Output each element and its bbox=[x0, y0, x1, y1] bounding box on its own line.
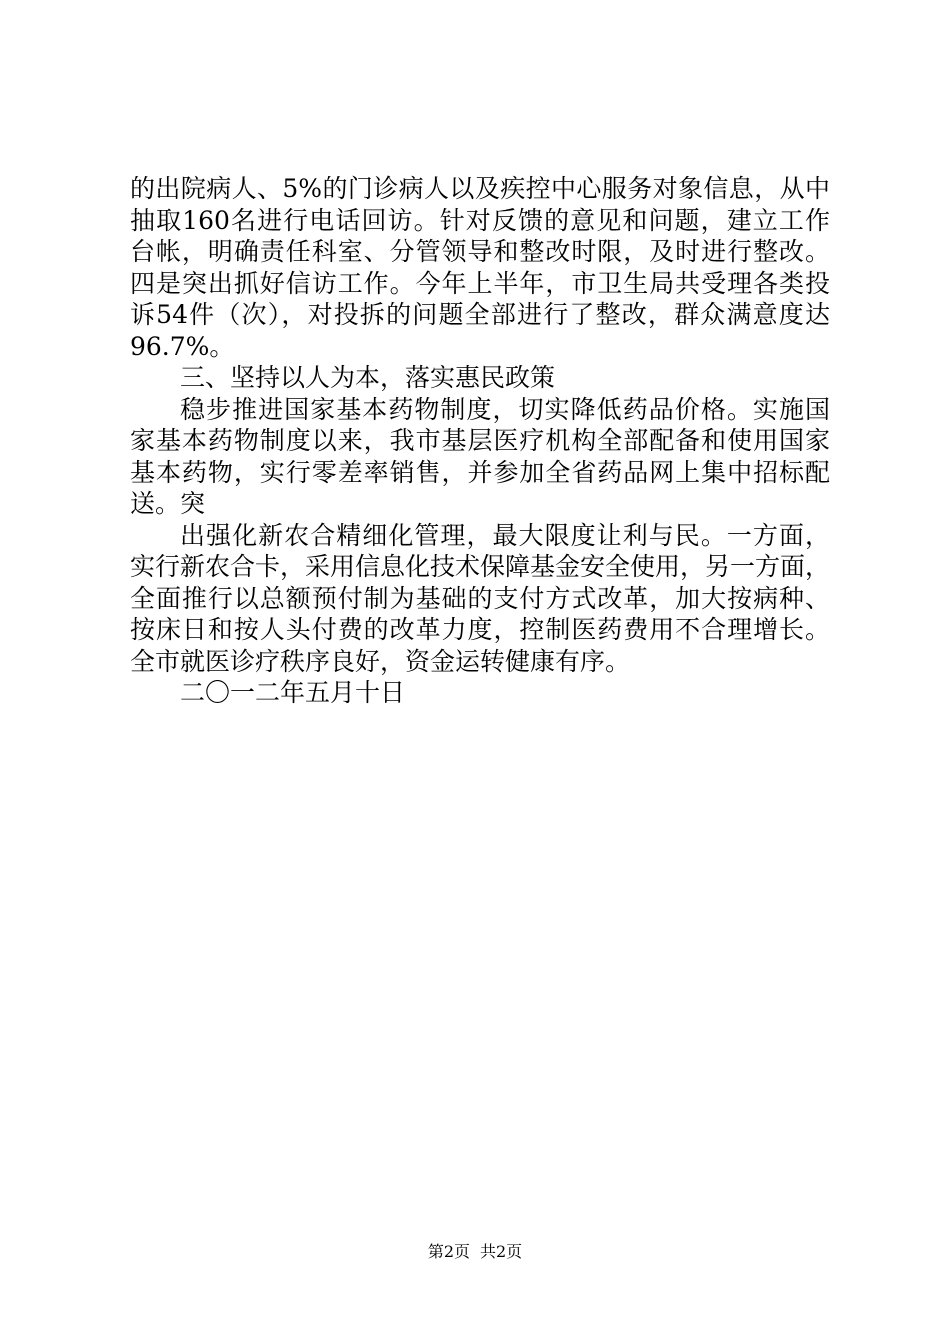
paragraph-line: 出强化新农合精细化管理，最大限度让利与民。一方面， bbox=[180, 520, 830, 550]
paragraph-line: 全面推行以总额预付制为基础的支付方式改革，加大按病种、 bbox=[130, 583, 830, 613]
paragraph-line: 台帐，明确责任科室、分管领导和整改时限，及时进行整改。 bbox=[130, 237, 830, 266]
page-number: 第2页 bbox=[427, 1242, 470, 1261]
section-heading: 三、坚持以人为本，落实惠民政策 bbox=[180, 363, 556, 392]
document-date: 二〇一二年五月十日 bbox=[180, 678, 406, 707]
paragraph-line: 稳步推进国家基本药物制度，切实降低药品价格。实施国 bbox=[180, 394, 830, 424]
paragraph-line: 的出院病人、5%的门诊病人以及疾控中心服务对象信息，从中 bbox=[130, 174, 830, 203]
paragraph-line: 家基本药物制度以来，我市基层医疗机构全部配备和使用国家 bbox=[130, 426, 830, 455]
paragraph-line: 基本药物，实行零差率销售，并参加全省药品网上集中招标配 bbox=[130, 457, 830, 487]
page-total: 共2页 bbox=[480, 1242, 523, 1261]
paragraph-line: 抽取160名进行电话回访。针对反馈的意见和问题，建立工作 bbox=[130, 205, 830, 235]
page-footer bbox=[0, 1242, 950, 1262]
paragraph-line: 送。突 bbox=[130, 489, 206, 518]
paragraph-line: 按床日和按人头付费的改革力度，控制医药费用不合理增长。 bbox=[130, 615, 830, 644]
paragraph-line: 实行新农合卡，采用信息化技术保障基金安全使用，另一方面， bbox=[130, 552, 831, 581]
paragraph-line: 96.7%。 bbox=[130, 331, 235, 361]
document-body bbox=[130, 173, 830, 709]
paragraph-line: 四是突出抓好信访工作。今年上半年，市卫生局共受理各类投 bbox=[130, 268, 830, 298]
paragraph-line: 全市就医诊疗秩序良好，资金运转健康有序。 bbox=[130, 646, 631, 676]
paragraph-line: 诉54件（次），对投拆的问题全部进行了整改，群众满意度达 bbox=[130, 300, 830, 329]
